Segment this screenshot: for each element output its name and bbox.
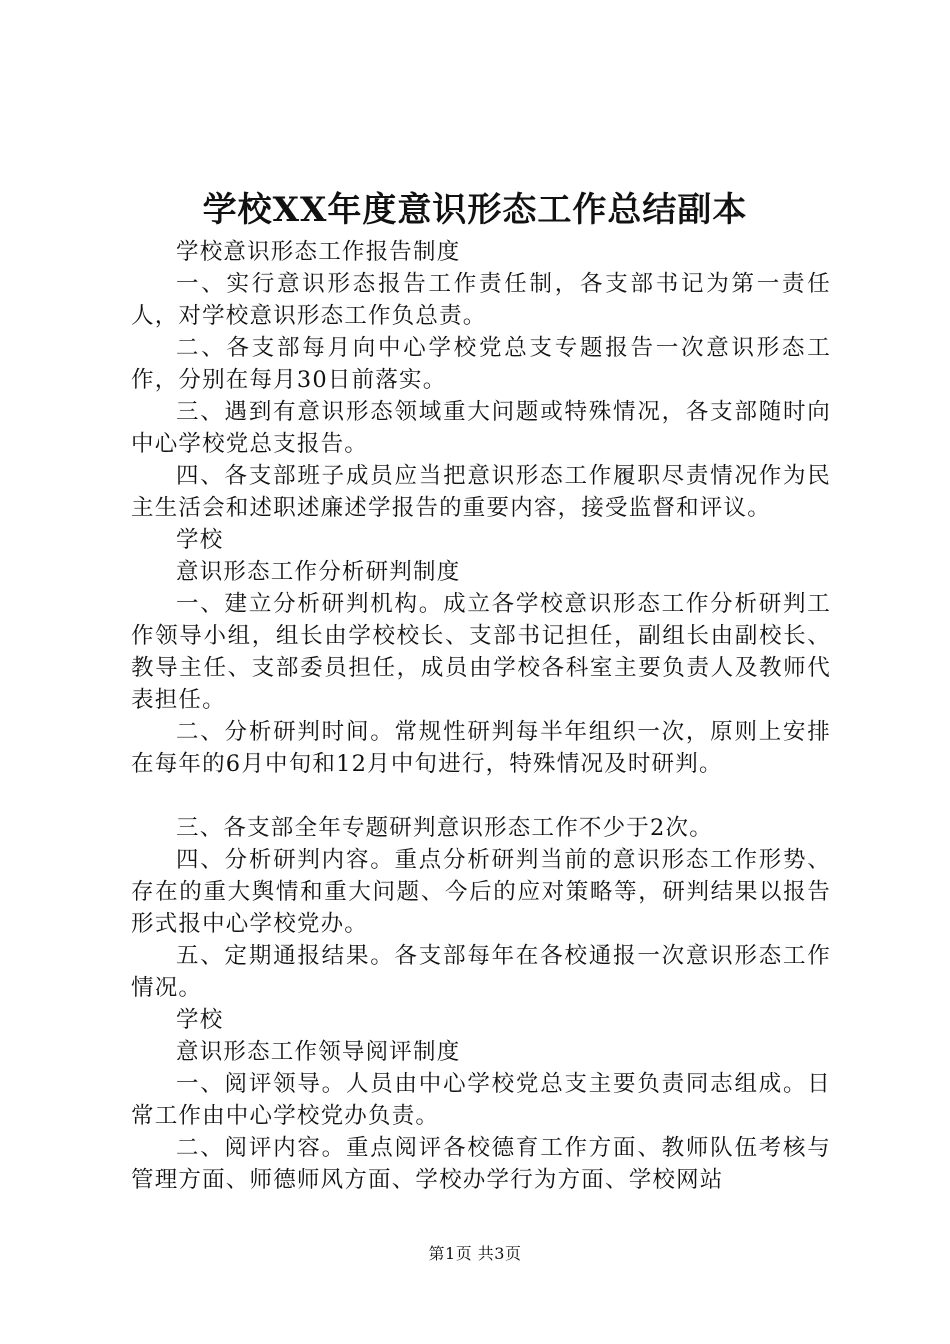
paragraph: 三、遇到有意识形态领域重大问题或特殊情况，各支部随时向中心学校党总支报告。 xyxy=(131,399,831,457)
paragraph: 意识形态工作分析研判制度 xyxy=(176,559,461,585)
paragraph: 一、建立分析研判机构。成立各学校意识形态工作分析研判工作领导小组，组长由学校校长、支部书记担任，副组长由副校长、教导主任、支部委员担任，成员由学校各科室主要负责人及教师代表担任。 xyxy=(131,591,831,713)
paragraph: 五、定期通报结果。各支部每年在各校通报一次意识形态工作情况。 xyxy=(131,943,831,1001)
page-number-footer: 第1页 共3页 xyxy=(428,1244,522,1263)
paragraph: 四、各支部班子成员应当把意识形态工作履职尽责情况作为民主生活会和述职述廉述学报告的重要内容，接受监督和评议。 xyxy=(131,463,831,521)
paragraph: 一、阅评领导。人员由中心学校党总支主要负责同志组成。日常工作由中心学校党办负责。 xyxy=(131,1071,831,1129)
paragraph: 二、各支部每月向中心学校党总支专题报告一次意识形态工作，分别在每月30日前落实。 xyxy=(131,335,831,393)
paragraph: 意识形态工作领导阅评制度 xyxy=(176,1039,461,1065)
paragraph: 学校 xyxy=(176,527,224,553)
paragraph: 学校意识形态工作报告制度 xyxy=(176,239,461,265)
document-title: 学校XX年度意识形态工作总结副本 xyxy=(202,190,748,230)
paragraph: 学校 xyxy=(176,1007,224,1033)
document-body xyxy=(131,236,831,1196)
paragraph: 二、分析研判时间。常规性研判每半年组织一次，原则上安排在每年的6月中旬和12月中旬进行，特殊情况及时研判。 xyxy=(131,719,831,777)
paragraph: 四、分析研判内容。重点分析研判当前的意识形态工作形势、存在的重大舆情和重大问题、今后的应对策略等，研判结果以报告形式报中心学校党办。 xyxy=(131,847,831,937)
paragraph: 一、实行意识形态报告工作责任制，各支部书记为第一责任人，对学校意识形态工作负总责。 xyxy=(131,271,831,329)
paragraph: 三、各支部全年专题研判意识形态工作不少于2次。 xyxy=(176,815,713,841)
paragraph: 二、阅评内容。重点阅评各校德育工作方面、教师队伍考核与管理方面、师德师风方面、学校办学行为方面、学校网站 xyxy=(131,1135,831,1193)
